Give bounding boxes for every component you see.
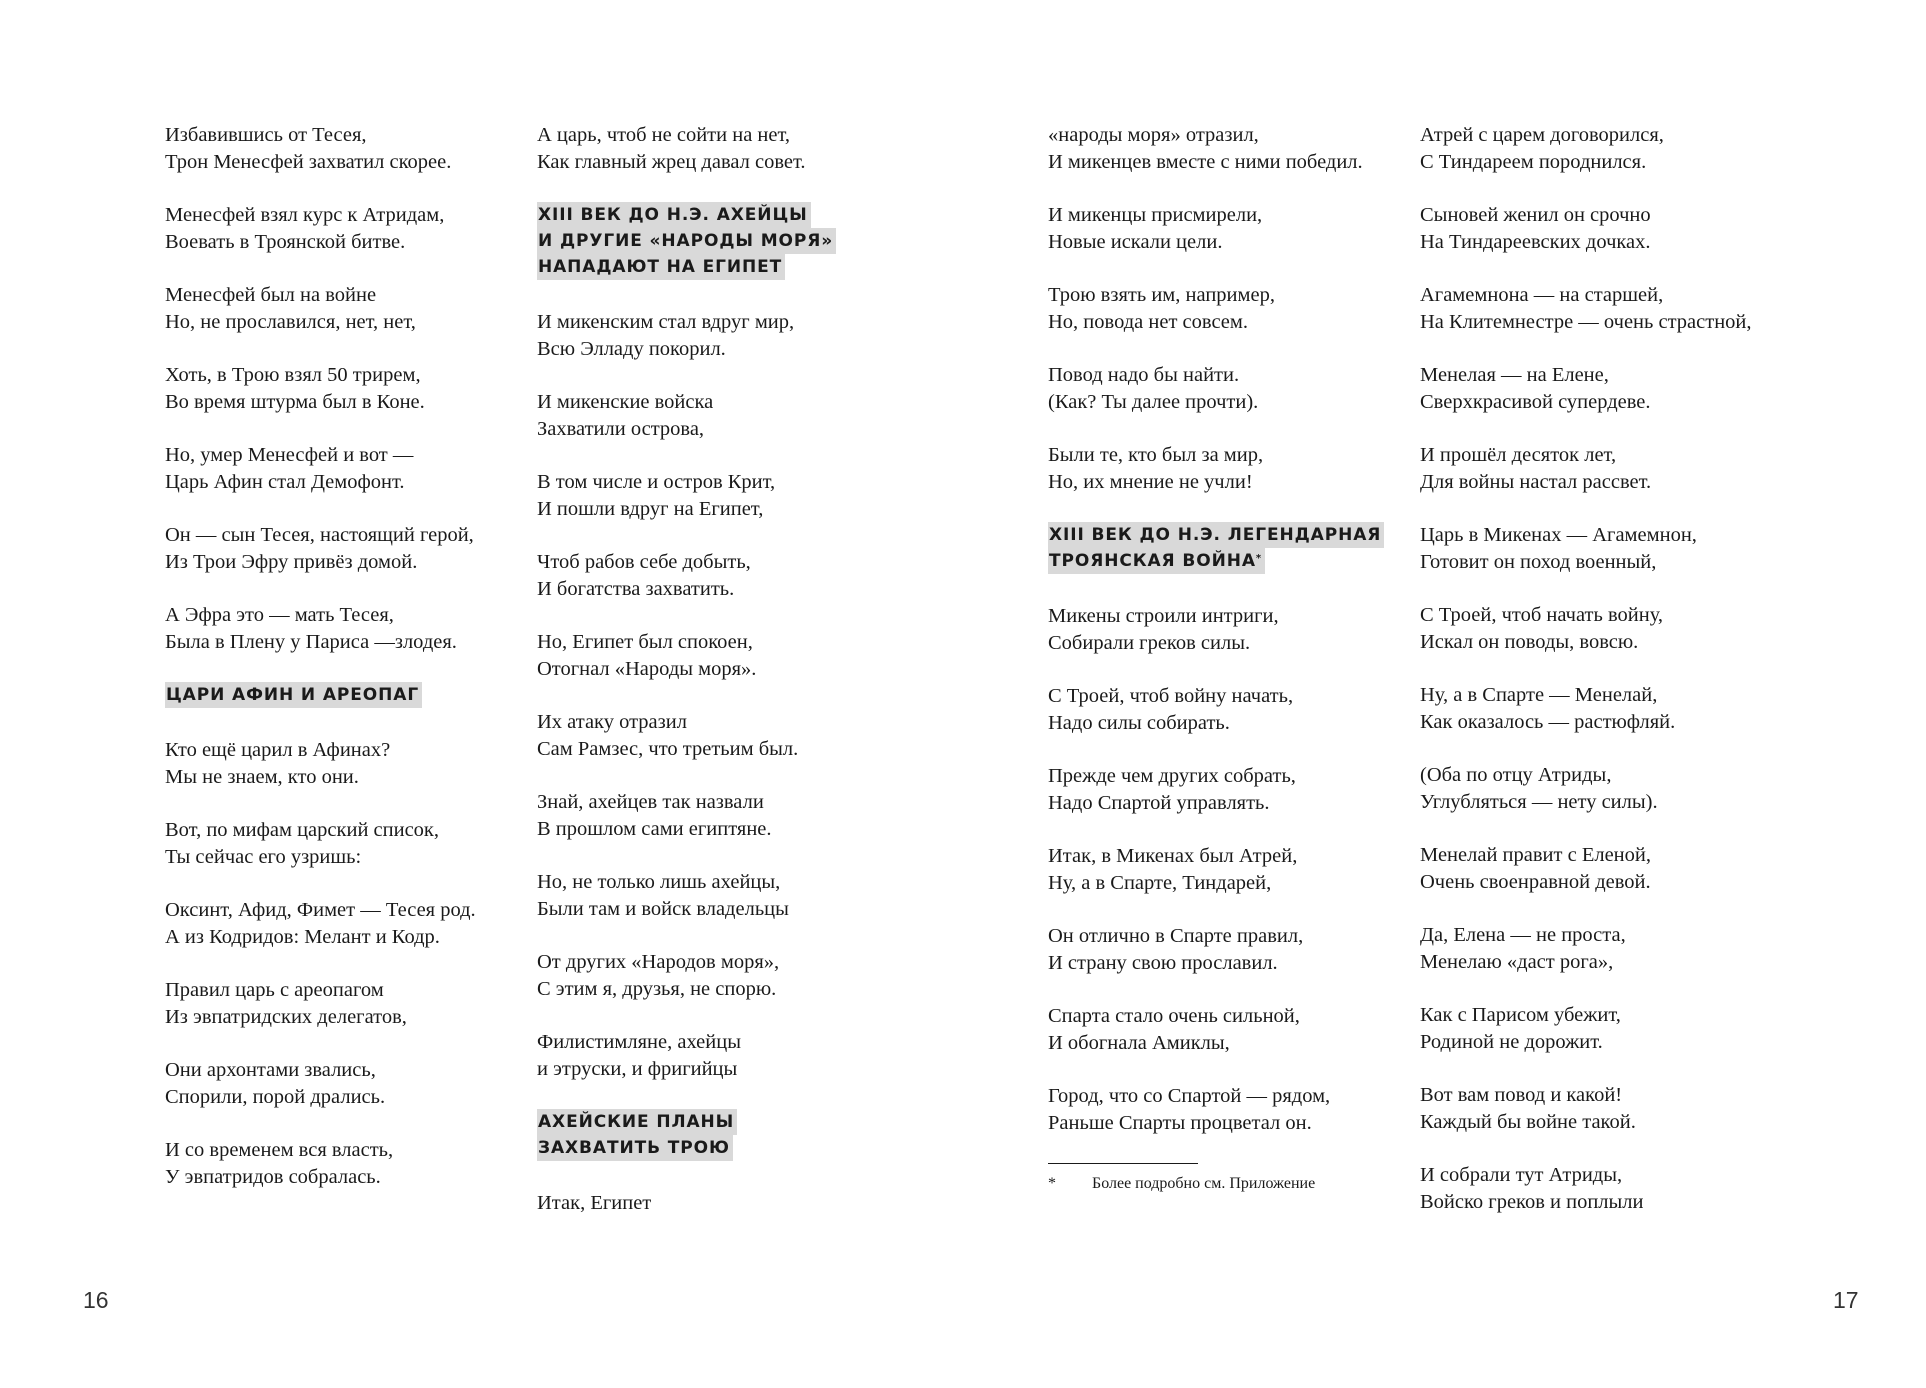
section-heading-line bbox=[537, 202, 811, 228]
section-heading-row bbox=[1048, 548, 1384, 574]
footnote-text: Более подробно см. Приложение bbox=[1092, 1175, 1316, 1192]
stanza bbox=[1420, 122, 1752, 175]
verse-line: С Троей, чтоб начать войну, bbox=[1420, 604, 1664, 626]
verse-line: Как с Парисом убежит, bbox=[1420, 1004, 1621, 1026]
verse-line: У эвпатридов собралась. bbox=[165, 1165, 381, 1188]
verse-line: Для войны настал рассвет. bbox=[1420, 470, 1652, 493]
section-heading-line bbox=[1048, 548, 1265, 574]
section-heading-row bbox=[537, 254, 836, 280]
stanza bbox=[537, 549, 836, 602]
verse-line: Надо силы собирать. bbox=[1048, 711, 1230, 734]
verse-line: И обогнала Амиклы, bbox=[1048, 1031, 1230, 1054]
verse-line: Менесфей был на войне bbox=[165, 284, 377, 306]
section-heading-row bbox=[537, 228, 836, 254]
stanza bbox=[1420, 842, 1752, 895]
stanza bbox=[165, 897, 476, 950]
verse-line: Вот вам повод и какой! bbox=[1420, 1084, 1623, 1106]
stanza bbox=[1048, 1003, 1384, 1056]
stanza bbox=[537, 789, 836, 842]
verse-line: Но, Египет был спокоен, bbox=[537, 631, 753, 653]
section-heading-text: ЗАХВАТИТЬ ТРОЮ bbox=[538, 1138, 730, 1158]
verse-line: Всю Элладу покорил. bbox=[537, 337, 726, 360]
stanza bbox=[1420, 762, 1752, 815]
verse-line: Трон Менесфей захватил скорее. bbox=[165, 150, 452, 173]
verse-line: Оксинт, Афид, Фимет — Тесея род. bbox=[165, 899, 476, 921]
verse-line: А из Кодридов: Мелант и Кодр. bbox=[165, 925, 440, 948]
stanza bbox=[537, 1029, 836, 1082]
verse-line: Филистимляне, ахейцы bbox=[537, 1031, 741, 1053]
verse-line: Во время штурма был в Коне. bbox=[165, 390, 425, 413]
verse-line: Да, Елена — не проста, bbox=[1420, 924, 1626, 946]
section-heading-line bbox=[165, 682, 422, 708]
verse-line: С этим я, друзья, не спорю. bbox=[537, 977, 777, 1000]
verse-line: Он отлично в Спарте правил, bbox=[1048, 925, 1304, 947]
footnote bbox=[1048, 1174, 1384, 1194]
stanza bbox=[165, 1137, 476, 1190]
verse-line: Хоть, в Трою взял 50 трирем, bbox=[165, 364, 421, 386]
verse-line: И богатства захватить. bbox=[537, 577, 735, 600]
section-heading-line bbox=[537, 254, 785, 280]
verse-line: Как оказалось — растюфляй. bbox=[1420, 710, 1676, 733]
right-column-1 bbox=[1048, 122, 1384, 1194]
stanza bbox=[165, 602, 476, 655]
verse-line: Собирали греков силы. bbox=[1048, 631, 1251, 654]
stanza bbox=[1048, 923, 1384, 976]
section-heading-line bbox=[537, 1109, 737, 1135]
verse-line: Захватили острова, bbox=[537, 417, 705, 440]
verse-line: От других «Народов моря», bbox=[537, 951, 780, 973]
verse-line: Менелаю «даст рога», bbox=[1420, 950, 1614, 973]
stanza bbox=[1048, 442, 1384, 495]
verse-line: Сыновей женил он срочно bbox=[1420, 204, 1651, 226]
verse-line: Сам Рамзес, что третьим был. bbox=[537, 737, 799, 760]
section-heading-line bbox=[537, 228, 836, 254]
verse-line: Трою взять им, например, bbox=[1048, 284, 1275, 306]
verse-line: Избавившись от Тесея, bbox=[165, 124, 367, 146]
section-heading-text: ЦАРИ АФИН И АРЕОПАГ bbox=[166, 685, 420, 705]
verse-line: И микенцев вместе с ними победил. bbox=[1048, 150, 1363, 173]
stanza bbox=[1420, 442, 1752, 495]
stanza bbox=[537, 309, 836, 362]
section-heading-row bbox=[165, 682, 476, 708]
stanza bbox=[1048, 202, 1384, 255]
stanza bbox=[165, 202, 476, 255]
verse-line: И собрали тут Атриды, bbox=[1420, 1164, 1623, 1186]
verse-line: Чтоб рабов себе добыть, bbox=[537, 551, 751, 573]
verse-line: Войско греков и поплыли bbox=[1420, 1190, 1644, 1213]
stanza bbox=[1420, 602, 1752, 655]
verse-line: И со временем вся власть, bbox=[165, 1139, 394, 1161]
verse-line: Спорили, порой дрались. bbox=[165, 1085, 386, 1108]
stanza bbox=[1420, 202, 1752, 255]
section-heading-text: XIII ВЕК ДО Н.Э. АХЕЙЦЫ bbox=[538, 205, 808, 225]
verse-line: С Троей, чтоб войну начать, bbox=[1048, 685, 1294, 707]
section-heading-row bbox=[537, 1135, 836, 1161]
stanza bbox=[1048, 603, 1384, 656]
stanza bbox=[165, 362, 476, 415]
stanza bbox=[165, 522, 476, 575]
verse-line: Но, не прославился, нет, нет, bbox=[165, 310, 416, 333]
section-heading-text: НАПАДАЮТ НА ЕГИПЕТ bbox=[538, 257, 783, 277]
verse-line: Искал он поводы, вовсю. bbox=[1420, 630, 1639, 653]
verse-line: И пошли вдруг на Египет, bbox=[537, 497, 764, 520]
verse-line: В прошлом сами египтяне. bbox=[537, 817, 772, 840]
verse-line: Агамемнона — на старшей, bbox=[1420, 284, 1664, 306]
footnote-mark: * bbox=[1048, 1175, 1056, 1192]
verse-line: Но, не только лишь ахейцы, bbox=[537, 871, 781, 893]
verse-line: И страну свою прославил. bbox=[1048, 951, 1278, 974]
verse-line: Раньше Спарты процветал он. bbox=[1048, 1111, 1312, 1134]
stanza bbox=[165, 122, 476, 175]
verse-line: С Тиндареем породнился. bbox=[1420, 150, 1647, 173]
stanza bbox=[1048, 1083, 1384, 1136]
stanza bbox=[1048, 763, 1384, 816]
stanza bbox=[537, 629, 836, 682]
left-column-2 bbox=[537, 122, 836, 1244]
stanza bbox=[165, 1057, 476, 1110]
left-column-1 bbox=[165, 122, 476, 1217]
verse-line: Их атаку отразил bbox=[537, 711, 687, 733]
verse-line: Ну, а в Спарте, Тиндарей, bbox=[1048, 871, 1272, 894]
verse-line: «народы моря» отразил, bbox=[1048, 124, 1259, 146]
verse-line: Но, повода нет совсем. bbox=[1048, 310, 1248, 333]
verse-line: Была в Плену у Париса —злодея. bbox=[165, 630, 457, 653]
verse-line: А Эфра это — мать Тесея, bbox=[165, 604, 394, 626]
verse-line: Углубляться — нету силы). bbox=[1420, 790, 1658, 813]
verse-line: Из эвпатридских делегатов, bbox=[165, 1005, 407, 1028]
verse-line: Правил царь с ареопагом bbox=[165, 979, 384, 1001]
verse-line: В том числе и остров Крит, bbox=[537, 471, 776, 493]
verse-line: Он — сын Тесея, настоящий герой, bbox=[165, 524, 474, 546]
verse-line: И микенским стал вдруг мир, bbox=[537, 311, 795, 333]
verse-line: Ты сейчас его узришь: bbox=[165, 845, 362, 868]
stanza bbox=[537, 869, 836, 922]
verse-line: Город, что со Спартой — рядом, bbox=[1048, 1085, 1331, 1107]
stanza bbox=[165, 282, 476, 335]
verse-line: На Тиндареевских дочках. bbox=[1420, 230, 1651, 253]
verse-line: А царь, чтоб не сойти на нет, bbox=[537, 124, 791, 146]
verse-line: Надо Спартой управлять. bbox=[1048, 791, 1270, 814]
footnote-reference: * bbox=[1255, 553, 1263, 564]
verse-line: И микенские войска bbox=[537, 391, 714, 413]
stanza bbox=[1048, 683, 1384, 736]
stanza bbox=[165, 817, 476, 870]
stanza bbox=[537, 1190, 836, 1217]
stanza bbox=[1420, 362, 1752, 415]
verse-line: Повод надо бы найти. bbox=[1048, 364, 1240, 386]
verse-line: Воевать в Троянской битве. bbox=[165, 230, 406, 253]
verse-line: Из Трои Эфру привёз домой. bbox=[165, 550, 418, 573]
section-heading-text: АХЕЙСКИЕ ПЛАНЫ bbox=[538, 1112, 735, 1132]
verse-line: И прошёл десяток лет, bbox=[1420, 444, 1617, 466]
section-heading-line bbox=[1048, 522, 1384, 548]
page-number: 17 bbox=[1833, 1287, 1859, 1313]
verse-line: Прежде чем других собрать, bbox=[1048, 765, 1296, 787]
verse-line: (Как? Ты далее прочти). bbox=[1048, 390, 1259, 413]
verse-line: Атрей с царем договорился, bbox=[1420, 124, 1664, 146]
section-heading-line bbox=[537, 1135, 733, 1161]
page-number: 16 bbox=[83, 1287, 109, 1313]
stanza bbox=[1420, 1082, 1752, 1135]
verse-line: На Клитемнестре — очень страстной, bbox=[1420, 310, 1752, 333]
stanza bbox=[1048, 362, 1384, 415]
stanza bbox=[165, 737, 476, 790]
verse-line: Очень своенравной девой. bbox=[1420, 870, 1651, 893]
verse-line: Но, их мнение не учли! bbox=[1048, 470, 1253, 493]
verse-line: И микенцы присмирели, bbox=[1048, 204, 1263, 226]
verse-line: Менелай правит с Еленой, bbox=[1420, 844, 1651, 866]
verse-line: и этруски, и фригийцы bbox=[537, 1057, 738, 1080]
section-heading-row bbox=[537, 1109, 836, 1135]
verse-line: Они архонтами звались, bbox=[165, 1059, 376, 1081]
stanza bbox=[1420, 922, 1752, 975]
verse-line: Каждый бы войне такой. bbox=[1420, 1110, 1636, 1133]
stanza bbox=[1048, 282, 1384, 335]
right-page bbox=[963, 0, 1926, 1388]
stanza bbox=[1048, 843, 1384, 896]
verse-line: Были те, кто был за мир, bbox=[1048, 444, 1264, 466]
verse-line: Менелая — на Елене, bbox=[1420, 364, 1609, 386]
verse-line: Вот, по мифам царский список, bbox=[165, 819, 440, 841]
stanza bbox=[1048, 122, 1384, 175]
stanza bbox=[537, 389, 836, 442]
verse-line: Знай, ахейцев так назвали bbox=[537, 791, 764, 813]
verse-line: Итак, в Микенах был Атрей, bbox=[1048, 845, 1298, 867]
verse-line: Сверхкрасивой супердеве. bbox=[1420, 390, 1651, 413]
stanza bbox=[537, 949, 836, 1002]
stanza bbox=[165, 977, 476, 1030]
verse-line: Итак, Египет bbox=[537, 1192, 652, 1214]
right-column-2 bbox=[1420, 122, 1752, 1242]
verse-line: Как главный жрец давал совет. bbox=[537, 150, 806, 173]
stanza bbox=[1420, 1162, 1752, 1215]
stanza bbox=[1420, 522, 1752, 575]
stanza bbox=[165, 442, 476, 495]
verse-line: Мы не знаем, кто они. bbox=[165, 765, 359, 788]
verse-line: Ну, а в Спарте — Менелай, bbox=[1420, 684, 1658, 706]
section-heading-text: XIII ВЕК ДО Н.Э. ЛЕГЕНДАРНАЯ bbox=[1049, 525, 1382, 545]
verse-line: Новые искали цели. bbox=[1048, 230, 1223, 253]
verse-line: Но, умер Менесфей и вот — bbox=[165, 444, 414, 466]
verse-line: Царь Афин стал Демофонт. bbox=[165, 470, 405, 493]
section-heading-row bbox=[1048, 522, 1384, 548]
section-heading-text: ТРОЯНСКАЯ ВОЙНА bbox=[1049, 551, 1256, 571]
stanza bbox=[1420, 682, 1752, 735]
verse-line: Микены строили интриги, bbox=[1048, 605, 1279, 627]
stanza bbox=[1420, 282, 1752, 335]
verse-line: (Оба по отцу Атриды, bbox=[1420, 764, 1612, 786]
verse-line: Спарта стало очень сильной, bbox=[1048, 1005, 1300, 1027]
footnote-divider bbox=[1048, 1163, 1198, 1164]
verse-line: Кто ещё царил в Афинах? bbox=[165, 739, 391, 761]
verse-line: Были там и войск владельцы bbox=[537, 897, 789, 920]
stanza bbox=[537, 469, 836, 522]
verse-line: Родиной не дорожит. bbox=[1420, 1030, 1603, 1053]
verse-line: Отогнал «Народы моря». bbox=[537, 657, 757, 680]
stanza bbox=[537, 709, 836, 762]
section-heading-text: И ДРУГИЕ «НАРОДЫ МОРЯ» bbox=[538, 231, 834, 251]
stanza bbox=[537, 122, 836, 175]
stanza bbox=[1420, 1002, 1752, 1055]
section-heading-row bbox=[537, 202, 836, 228]
verse-line: Менесфей взял курс к Атридам, bbox=[165, 204, 445, 226]
verse-line: Готовит он поход военный, bbox=[1420, 550, 1657, 573]
verse-line: Царь в Микенах — Агамемнон, bbox=[1420, 524, 1697, 546]
